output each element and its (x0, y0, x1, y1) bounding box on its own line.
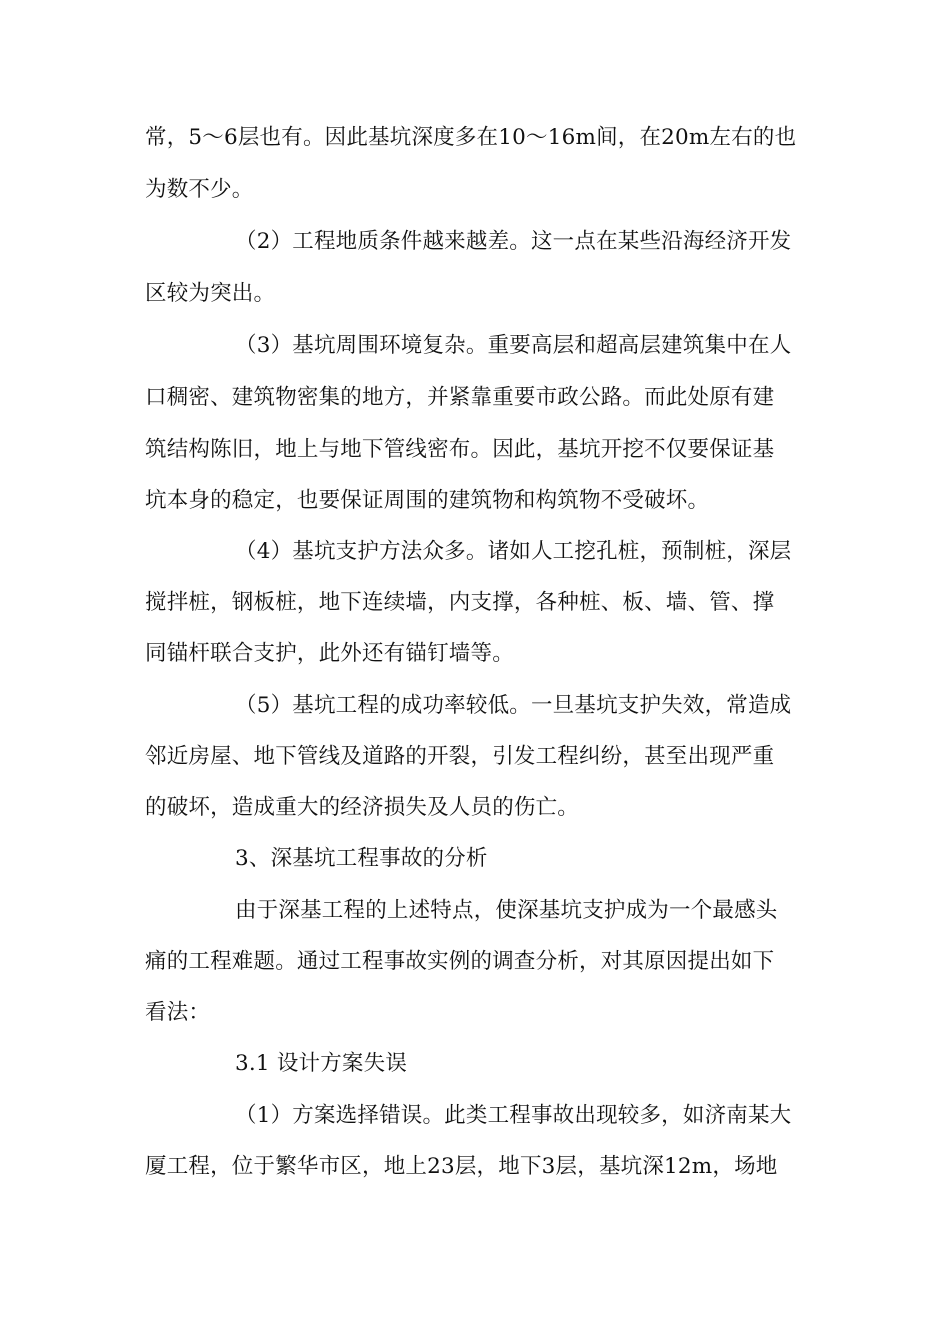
text-line: 为数不少。 (145, 177, 254, 202)
text-line: 筑结构陈旧，地上与地下管线密布。因此，基坑开挖不仅要保证基 (145, 437, 775, 462)
text-line: （3）基坑周围环境复杂。重要高层和超高层建筑集中在人 (235, 333, 792, 358)
text-line: 搅拌桩，钢板桩，地下连续墙，内支撑，各种桩、板、墙、管、撑 (145, 590, 775, 615)
text-line: 痛的工程难题。通过工程事故实例的调查分析，对其原因提出如下 (145, 949, 775, 974)
text-line: 看法： (145, 1000, 211, 1025)
text-line: 厦工程，位于繁华市区，地上23层，地下3层，基坑深12m，场地 (145, 1154, 778, 1179)
text-line: 的破坏，造成重大的经济损失及人员的伤亡。 (145, 795, 580, 820)
text-line: 由于深基工程的上述特点，使深基坑支护成为一个最感头 (235, 898, 778, 923)
text-line: （2）工程地质条件越来越差。这一点在某些沿海经济开发 (235, 229, 792, 254)
text-line: 口稠密、建筑物密集的地方，并紧靠重要市政公路。而此处原有建 (145, 385, 775, 410)
subsection-heading: 3.1 设计方案失误 (235, 1051, 408, 1076)
text-line: 坑本身的稳定，也要保证周围的建筑物和构筑物不受破坏。 (145, 488, 710, 513)
text-line: （4）基坑支护方法众多。诸如人工挖孔桩，预制桩，深层 (235, 539, 792, 564)
section-heading: 3、深基坑工程事故的分析 (235, 846, 488, 871)
text-line: 同锚杆联合支护，此外还有锚钉墙等。 (145, 641, 514, 666)
text-line: 常，5～6层也有。因此基坑深度多在10～16m间，在20m左右的也 (145, 125, 797, 150)
text-line: （5）基坑工程的成功率较低。一旦基坑支护失效，常造成 (235, 693, 792, 718)
text-line: （1）方案选择错误。此类工程事故出现较多，如济南某大 (235, 1103, 792, 1128)
text-line: 邻近房屋、地下管线及道路的开裂，引发工程纠纷，甚至出现严重 (145, 744, 775, 769)
text-line: 区较为突出。 (145, 281, 276, 306)
